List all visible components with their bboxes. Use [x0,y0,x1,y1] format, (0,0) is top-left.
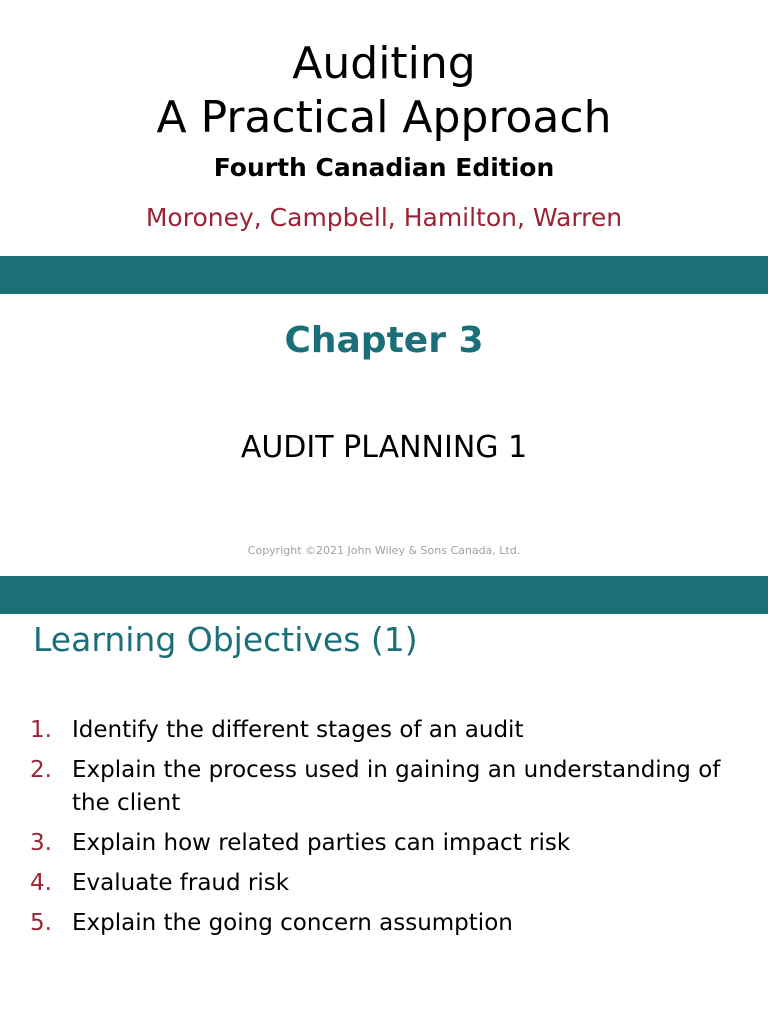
slide-divider-band [0,256,768,294]
book-authors: Moroney, Campbell, Hamilton, Warren [145,203,623,232]
list-item [30,714,730,747]
list-item-text: Identify the different stages of an audit [72,717,524,743]
book-edition: Fourth Canadian Edition [213,153,555,182]
learning-objectives-list [30,714,730,947]
list-item-number: 5. [30,910,52,936]
book-title-line-2: A Practical Approach [156,92,612,143]
list-item-text: Evaluate fraud risk [72,870,290,896]
list-item-text: Explain the going concern assumption [72,910,513,936]
list-item-number: 2. [30,757,52,783]
slide-divider-band [0,576,768,614]
learning-objectives-heading: Learning Objectives (1) [33,620,418,659]
list-item-number: 3. [30,830,52,856]
list-item [30,754,730,820]
book-title-line-1: Auditing [292,38,476,89]
list-item-number: 4. [30,870,52,896]
list-item [30,827,730,860]
list-item [30,867,730,900]
chapter-subtitle: AUDIT PLANNING 1 [240,430,528,465]
list-item [30,907,730,940]
list-item-text: Explain the process used in gaining an understanding of the client [72,757,721,816]
list-item-text: Explain how related parties can impact risk [72,830,571,856]
copyright-notice: Copyright ©2021 John Wiley & Sons Canada, Ltd. [247,544,521,557]
list-item-number: 1. [30,717,52,743]
chapter-title: Chapter 3 [284,320,484,361]
